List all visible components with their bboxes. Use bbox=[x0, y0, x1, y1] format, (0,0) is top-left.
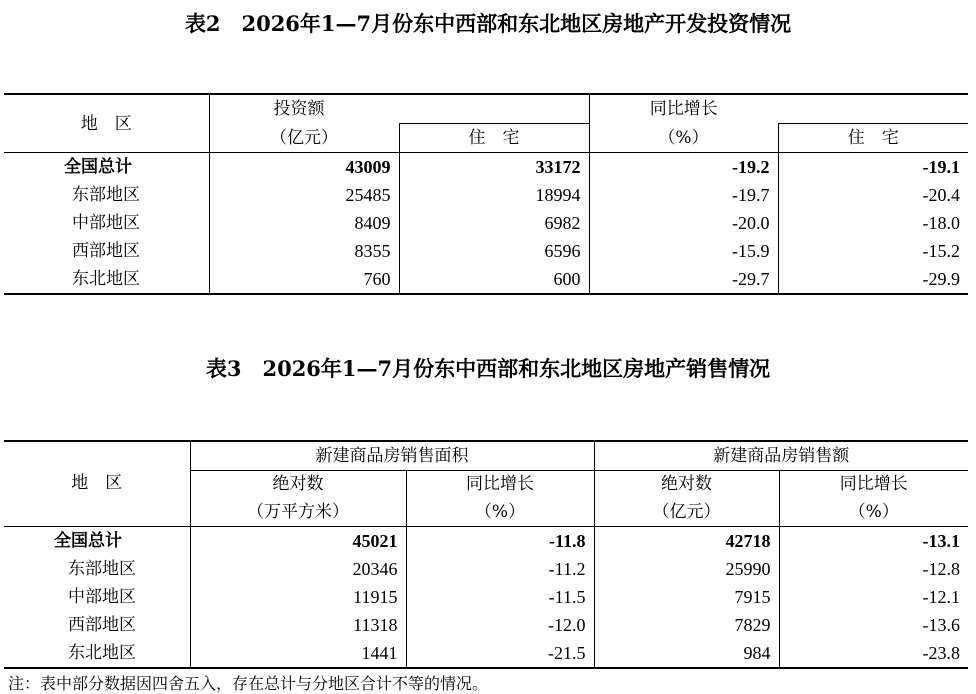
yoy-residential-cell: -19.1 bbox=[922, 157, 960, 177]
sales-yoy-cell: -13.1 bbox=[922, 531, 960, 551]
residential-investment-cell: 18994 bbox=[399, 181, 589, 209]
sales-yoy-header: 同比增长 bbox=[839, 474, 908, 494]
investment-cell: 8409 bbox=[209, 209, 399, 237]
yoy-cell: -19.2 bbox=[589, 153, 778, 182]
table-row bbox=[4, 527, 968, 556]
area-yoy-header: 同比增长 bbox=[406, 471, 594, 499]
yoy-residential-cell: -18.0 bbox=[922, 213, 960, 233]
investment-cell: 43009 bbox=[209, 153, 399, 182]
yoy-header: 同比增长 bbox=[649, 99, 718, 119]
region-cell: 东北地区 bbox=[4, 639, 190, 668]
region-cell: 东部地区 bbox=[4, 555, 190, 583]
yoy-cell: -29.7 bbox=[589, 265, 778, 294]
table-row bbox=[4, 209, 968, 237]
region-header: 地 区 bbox=[4, 94, 209, 153]
area-yoy-cell: -11.5 bbox=[406, 583, 594, 611]
region-cell: 东部地区 bbox=[4, 181, 209, 209]
table-row bbox=[4, 639, 968, 668]
table-row bbox=[4, 181, 968, 209]
sales-table bbox=[4, 440, 968, 669]
yoy-unit: （%） bbox=[589, 124, 778, 153]
yoy-residential-cell: -29.9 bbox=[922, 269, 960, 289]
residential-header: 住 宅 bbox=[399, 124, 589, 153]
yoy-cell: -20.0 bbox=[589, 209, 778, 237]
region-cell: 西部地区 bbox=[4, 237, 209, 265]
region-cell: 全国总计 bbox=[4, 153, 209, 182]
area-cell: 45021 bbox=[190, 527, 406, 556]
sales-pct-unit: （%） bbox=[848, 502, 899, 522]
area-group-header: 新建商品房销售面积 bbox=[190, 441, 594, 471]
sales-yoy-cell: -12.8 bbox=[922, 559, 960, 579]
area-pct-unit: （%） bbox=[406, 498, 594, 527]
yoy-cell: -19.7 bbox=[589, 181, 778, 209]
region-cell: 东北地区 bbox=[4, 265, 209, 294]
region-cell: 中部地区 bbox=[4, 583, 190, 611]
area-cell: 11915 bbox=[190, 583, 406, 611]
footnote: 注：表中部分数据因四舍五入，存在总计与分地区合计不等的情况。 bbox=[8, 674, 489, 693]
area-cell: 1441 bbox=[190, 639, 406, 668]
region-header: 地 区 bbox=[4, 441, 190, 527]
table-row bbox=[4, 153, 968, 182]
region-cell: 全国总计 bbox=[4, 527, 190, 556]
yoy-residential-cell: -15.2 bbox=[922, 241, 960, 261]
sales-cell: 7829 bbox=[594, 611, 779, 639]
investment-table bbox=[4, 93, 968, 295]
area-yoy-cell: -21.5 bbox=[406, 639, 594, 668]
yoy-residential-header: 住 宅 bbox=[778, 124, 968, 153]
area-yoy-cell: -11.2 bbox=[406, 555, 594, 583]
table-row bbox=[4, 583, 968, 611]
residential-investment-cell: 6982 bbox=[399, 209, 589, 237]
yoy-residential-cell: -20.4 bbox=[922, 185, 960, 205]
sales-yoy-cell: -13.6 bbox=[922, 615, 960, 635]
area-unit: （万平方米） bbox=[190, 498, 406, 527]
area-cell: 20346 bbox=[190, 555, 406, 583]
table-row bbox=[4, 555, 968, 583]
residential-investment-cell: 33172 bbox=[399, 153, 589, 182]
investment-cell: 25485 bbox=[209, 181, 399, 209]
table3-title: 表3 2026年1—7月份东中西部和东北地区房地产销售情况 bbox=[205, 356, 771, 381]
sales-unit: （亿元） bbox=[594, 498, 779, 527]
investment-cell: 8355 bbox=[209, 237, 399, 265]
yoy-cell: -15.9 bbox=[589, 237, 778, 265]
area-yoy-cell: -12.0 bbox=[406, 611, 594, 639]
area-cell: 11318 bbox=[190, 611, 406, 639]
table-row bbox=[4, 265, 968, 294]
investment-cell: 760 bbox=[209, 265, 399, 294]
sales-cell: 7915 bbox=[594, 583, 779, 611]
investment-header: 投资额 bbox=[209, 94, 589, 124]
region-cell: 中部地区 bbox=[4, 209, 209, 237]
sales-cell: 42718 bbox=[594, 527, 779, 556]
residential-investment-cell: 6596 bbox=[399, 237, 589, 265]
area-absolute-header: 绝对数 bbox=[190, 471, 406, 499]
sales-cell: 25990 bbox=[594, 555, 779, 583]
sales-group-header: 新建商品房销售额 bbox=[594, 441, 968, 471]
sales-yoy-cell: -12.1 bbox=[922, 587, 960, 607]
residential-investment-cell: 600 bbox=[399, 265, 589, 294]
table-row bbox=[4, 611, 968, 639]
sales-cell: 984 bbox=[594, 639, 779, 668]
area-yoy-cell: -11.8 bbox=[406, 527, 594, 556]
sales-absolute-header: 绝对数 bbox=[594, 471, 779, 499]
table2-title: 表2 2026年1—7月份东中西部和东北地区房地产开发投资情况 bbox=[184, 11, 792, 36]
region-cell: 西部地区 bbox=[4, 611, 190, 639]
sales-yoy-cell: -23.8 bbox=[922, 643, 960, 663]
investment-unit: （亿元） bbox=[209, 124, 399, 153]
table-row bbox=[4, 237, 968, 265]
